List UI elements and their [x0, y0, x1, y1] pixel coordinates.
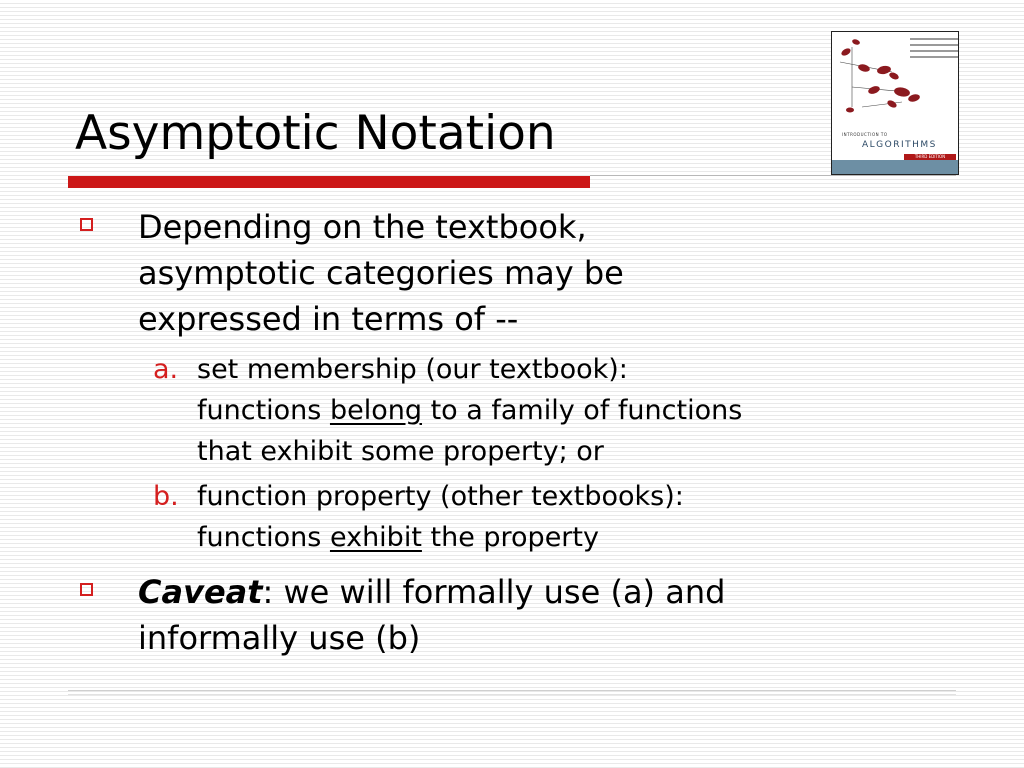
caveat-emphasis: Caveat: [138, 573, 263, 611]
book-intro-text: INTRODUCTION TO: [842, 132, 888, 137]
sub-item-marker-b: b.: [153, 481, 179, 512]
square-bullet-icon: [80, 218, 93, 231]
sub-a-line-2: [197, 390, 742, 431]
sub-item-text-b: [197, 476, 684, 558]
bullet-2-line-2: informally use (b): [138, 619, 421, 657]
bullet-1-line-2: asymptotic categories may be: [138, 254, 624, 292]
bullet-2-line-1-rest: : we will formally use (a) and: [262, 573, 726, 611]
slide-title: Asymptotic Notation: [75, 106, 556, 161]
bullet-text-2: [138, 569, 725, 661]
book-edition-badge: THIRD EDITION: [904, 154, 956, 160]
book-authors: [910, 38, 958, 62]
square-bullet-icon: [80, 583, 93, 596]
bullet-text-1: [138, 204, 624, 342]
sub-a-line-1: set membership (our textbook):: [197, 354, 628, 385]
sub-b-line-2-before: functions: [197, 522, 330, 553]
bullet-1-line-3: expressed in terms of --: [138, 300, 519, 338]
sub-item-text-a: [197, 349, 742, 472]
sub-a-line-2-after: to a family of functions: [421, 395, 743, 426]
bullet-item-1: [80, 204, 624, 338]
sub-item-marker-a: a.: [153, 354, 179, 385]
underlined-belong: belong: [329, 395, 422, 426]
sub-a-line-3: that exhibit some property; or: [197, 436, 604, 467]
bullet-item-2: [80, 569, 726, 657]
footer-rule: [68, 690, 956, 691]
book-title-text: ALGORITHMS: [862, 140, 937, 150]
title-accent-line: [590, 175, 956, 176]
footer-rule-secondary: [68, 694, 956, 695]
sub-b-line-2-after: the property: [421, 522, 599, 553]
title-accent-bar: [68, 176, 590, 188]
sub-b-line-1: function property (other textbooks):: [197, 481, 684, 512]
sub-b-line-2: [197, 517, 684, 558]
bullet-2-line-1: [138, 569, 725, 615]
underlined-exhibit: exhibit: [329, 522, 422, 553]
book-bottom-band: [832, 160, 958, 175]
sub-a-line-2-before: functions: [197, 395, 330, 426]
bullet-1-line-1: Depending on the textbook,: [138, 208, 587, 246]
book-cover-image: [831, 31, 959, 175]
